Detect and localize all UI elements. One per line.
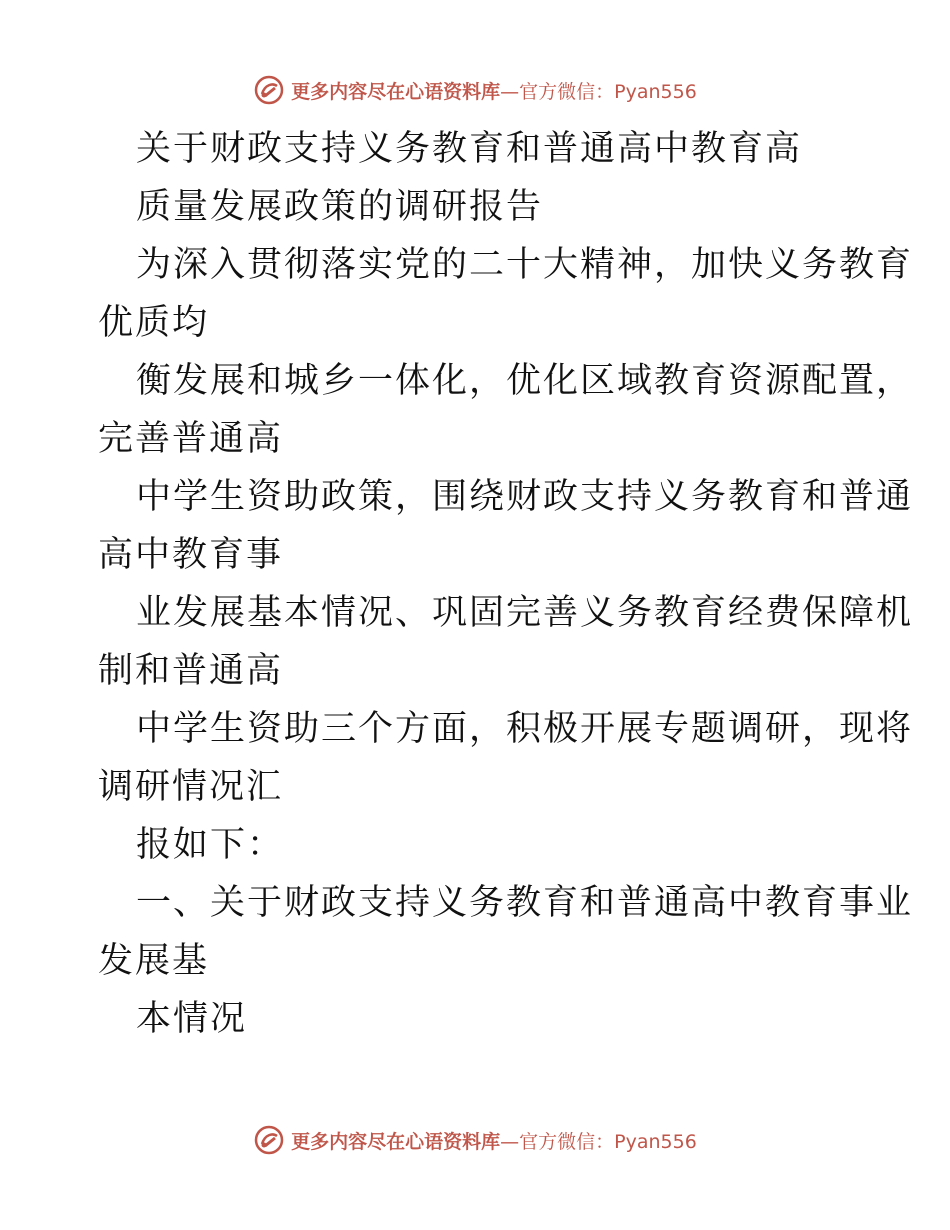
document-body (98, 120, 914, 1048)
brand-logo-icon (253, 1124, 285, 1156)
paragraph-line: 为深入贯彻落实党的二十大精神，加快义务教育 (136, 245, 914, 285)
header-watermark (0, 70, 950, 110)
section-heading-line: 发展基 (98, 941, 210, 981)
watermark-text-sub: —官方微信：Pyan556 (500, 80, 697, 103)
paragraph-line: 中学生资助三个方面，积极开展专题调研，现将 (136, 709, 914, 749)
watermark-text-main: 更多内容尽在心语资料库 (291, 1130, 501, 1153)
section-heading-line: 一、关于财政支持义务教育和普通高中教育事业 (136, 883, 914, 923)
watermark-text-sub: —官方微信：Pyan556 (500, 1130, 697, 1153)
paragraph-line: 衡发展和城乡一体化，优化区域教育资源配置， (136, 361, 914, 401)
watermark-text-main: 更多内容尽在心语资料库 (291, 80, 501, 103)
paragraph-line: 制和普通高 (98, 651, 284, 691)
footer-watermark (0, 1120, 950, 1160)
section-heading-line: 本情况 (136, 999, 248, 1039)
paragraph-line: 完善普通高 (98, 419, 284, 459)
brand-logo-icon (253, 74, 285, 106)
paragraph-line: 调研情况汇 (98, 767, 284, 807)
paragraph-line: 中学生资助政策，围绕财政支持义务教育和普通 (136, 477, 914, 517)
paragraph-line: 业发展基本情况、巩固完善义务教育经费保障机 (136, 593, 914, 633)
title-line-1: 关于财政支持义务教育和普通高中教育高 (136, 129, 803, 169)
paragraph-line: 优质均 (98, 303, 210, 343)
title-line-2: 质量发展政策的调研报告 (136, 187, 544, 227)
paragraph-line: 报如下： (136, 825, 285, 865)
paragraph-line: 高中教育事 (98, 535, 284, 575)
